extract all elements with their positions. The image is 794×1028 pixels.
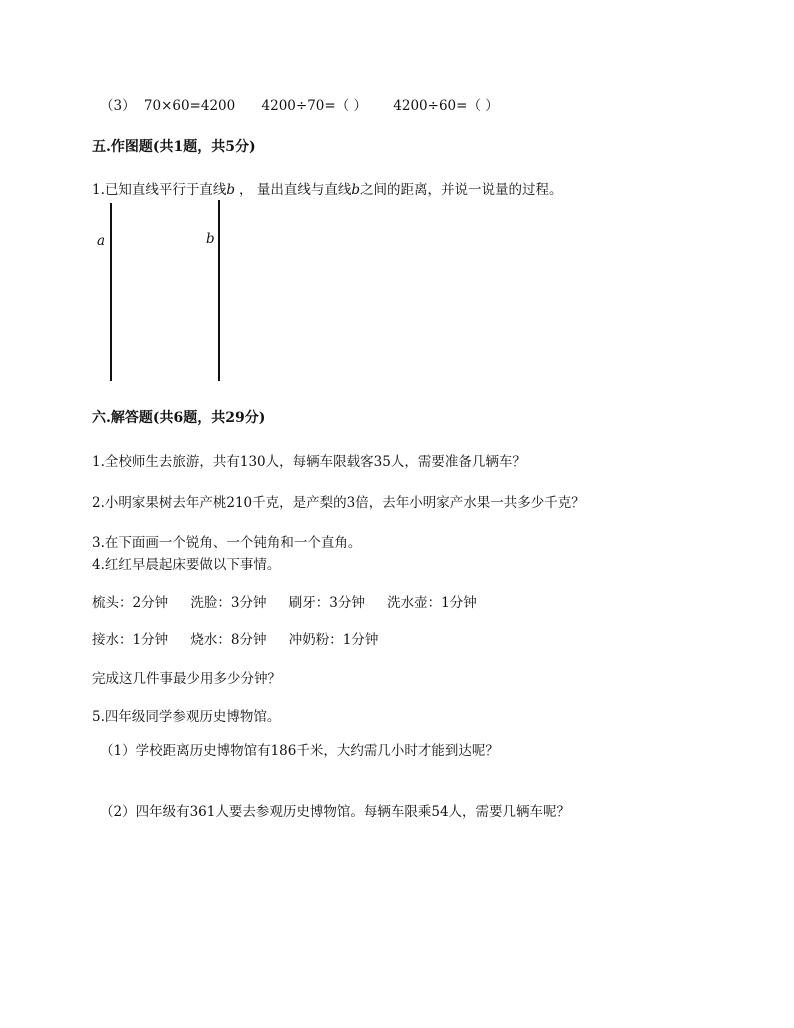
chore-item: 冲奶粉：1分钟 [288, 632, 379, 648]
chores-row-2 [92, 628, 378, 648]
section-6-question-5-sub-1: （1）学校距离历史博物馆有186千米，大约需几小时才能到达呢？ [100, 743, 499, 759]
chore-item: 刷牙：3分钟 [288, 595, 365, 611]
chore-item: 洗脸：3分钟 [190, 595, 267, 611]
section-6-question-5-sub-2: （2）四年级有361人要去参观历史博物馆。每辆车限乘54人，需要几辆车呢？ [100, 804, 571, 820]
section-6-question-4-ask: 完成这几件事最少用多少分钟？ [92, 671, 281, 687]
q1-var-b2: b [351, 182, 360, 198]
equation-2: 4200÷70=（ ） [261, 98, 367, 114]
equation-3: 4200÷60=（ ） [393, 98, 499, 114]
q1-prefix: 1.已知直线平行于直线 [92, 182, 227, 198]
equation-1: 70×60=4200 [143, 98, 236, 114]
section-6-question-2: 2.小明家果树去年产桃210千克，是产梨的3倍，去年小明家产水果一共多少千克？ [92, 495, 585, 511]
chore-item: 洗水壶：1分钟 [387, 595, 477, 611]
chore-item: 烧水：8分钟 [190, 632, 267, 648]
section-6-question-3: 3.在下面画一个锐角、一个钝角和一个直角。 [92, 535, 362, 551]
section-6-question-1: 1.全校师生去旅游，共有130人，每辆车限载客35人，需要准备几辆车？ [92, 454, 526, 470]
chores-row-1 [92, 591, 477, 611]
q1-var-b: b [226, 182, 236, 198]
q1-middle: ， 量出直线与直线 [239, 182, 352, 198]
line-a-label: a [97, 233, 106, 249]
section-6-heading: 六.解答题(共6题，共29分) [92, 410, 266, 426]
chore-item: 梳头：2分钟 [92, 595, 169, 611]
section-6-question-5-intro: 5.四年级同学参观历史博物馆。 [92, 709, 281, 725]
q1-suffix: 之间的距离，并说一说量的过程。 [360, 182, 563, 198]
question-3-label: （3） [100, 98, 136, 114]
section-5-heading: 五.作图题(共1题，共5分) [92, 139, 256, 155]
chore-item: 接水：1分钟 [92, 632, 169, 648]
section-6-question-4-intro: 4.红红早晨起床要做以下事情。 [92, 557, 281, 573]
line-b-label: b [206, 231, 215, 247]
